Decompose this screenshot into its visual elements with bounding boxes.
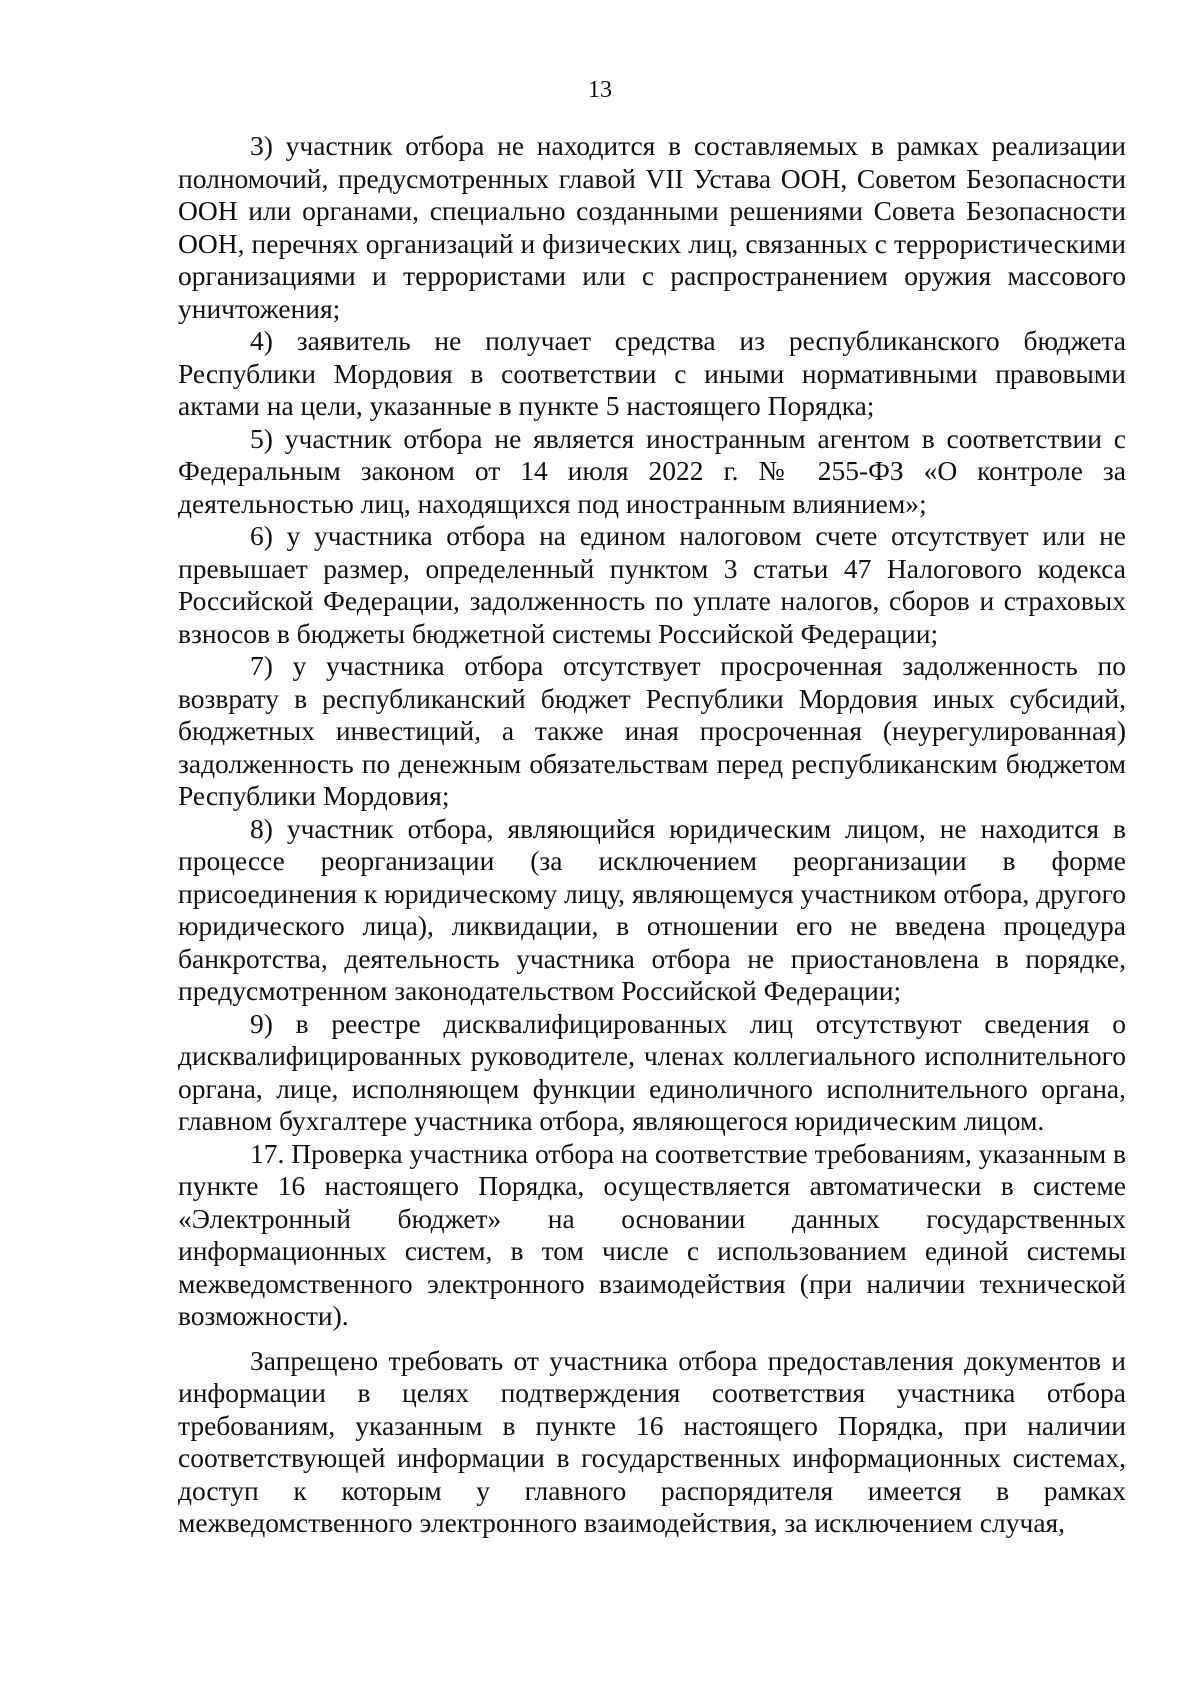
clause-4: 4) заявитель не получает средства из республиканского бюджета Республики Мордовия в соответствии с иными нормативными правовыми актами на цели, указанные в пункте 5 настоящего Порядка; [178, 325, 1126, 421]
clause-5: 5) участник отбора не является иностранным агентом в соответствии с Федеральным законом от 14 июля 2022 г. № 255-ФЗ «О контроле за деятельностью лиц, находящихся под иностранным влиянием»; [178, 422, 1126, 519]
document-body [178, 130, 1126, 1540]
clause-6: 6) у участника отбора на едином налоговом счете отсутствует или не превышает размер, определенный пунктом 3 статьи 47 Налогового кодекса Российской Федерации, задолженность по уплате налогов, сборов и страховых взносов в бюджеты бюджетной системы Российской Федерации; [178, 520, 1126, 649]
clause-8: 8) участник отбора, являющийся юридическим лицом, не находится в процессе реорганизации (за исключением реорганизации в форме присоединения к юридическому лицу, являющемуся участником отбора, другого юридического лица), ликвидации, в отношении его не введена процедура банкротства, деятельность участника отбора не приостановлена в порядке, предусмотренном законодательством Российской Федерации; [178, 812, 1126, 1006]
prohibition-paragraph: Запрещено требовать от участника отбора предоставления документов и информации в целях подтверждения соответствия участника отбора требованиям, указанным в пункте 16 настоящего Порядка, при наличии соответствующей информации в государственных информационных системах, доступ к которым у главного распорядителя имеется в рамках межведомственного электронного взаимодействия, за исключением случая, [178, 1344, 1126, 1538]
clause-7: 7) у участника отбора отсутствует просроченная задолженность по возврату в республиканский бюджет Республики Мордовия иных субсидий, бюджетных инвестиций, а также иная просроченная (неурегулированная) задолженность по денежным обязательствам перед республиканским бюджетом Республики Мордовия; [178, 650, 1126, 811]
page-number: 13 [588, 77, 612, 103]
clause-3: 3) участник отбора не находится в составляемых в рамках реализации полномочий, предусмотренных главой VII Устава ООН, Советом Безопасности ООН или органами, специально созданными решениями Совета Безопасности ООН, перечнях организаций и физических лиц, связанных с террористическими организациями и террористами или с распространением оружия массового уничтожения; [178, 130, 1126, 324]
clause-9: 9) в реестре дисквалифицированных лиц отсутствуют сведения о дисквалифицированных руководителе, членах коллегиального исполнительного органа, лице, исполняющем функции единоличного исполнительного органа, главном бухгалтере участника отбора, являющегося юридическим лицом. [178, 1007, 1126, 1136]
section-17: 17. Проверка участника отбора на соответствие требованиям, указанным в пункте 16 настоящего Порядка, осуществляется автоматически в системе «Электронный бюджет» на основании данных государственных информационных систем, в том числе с использованием единой системы межведомственного электронного взаимодействия (при наличии технической возможности). [178, 1137, 1126, 1331]
